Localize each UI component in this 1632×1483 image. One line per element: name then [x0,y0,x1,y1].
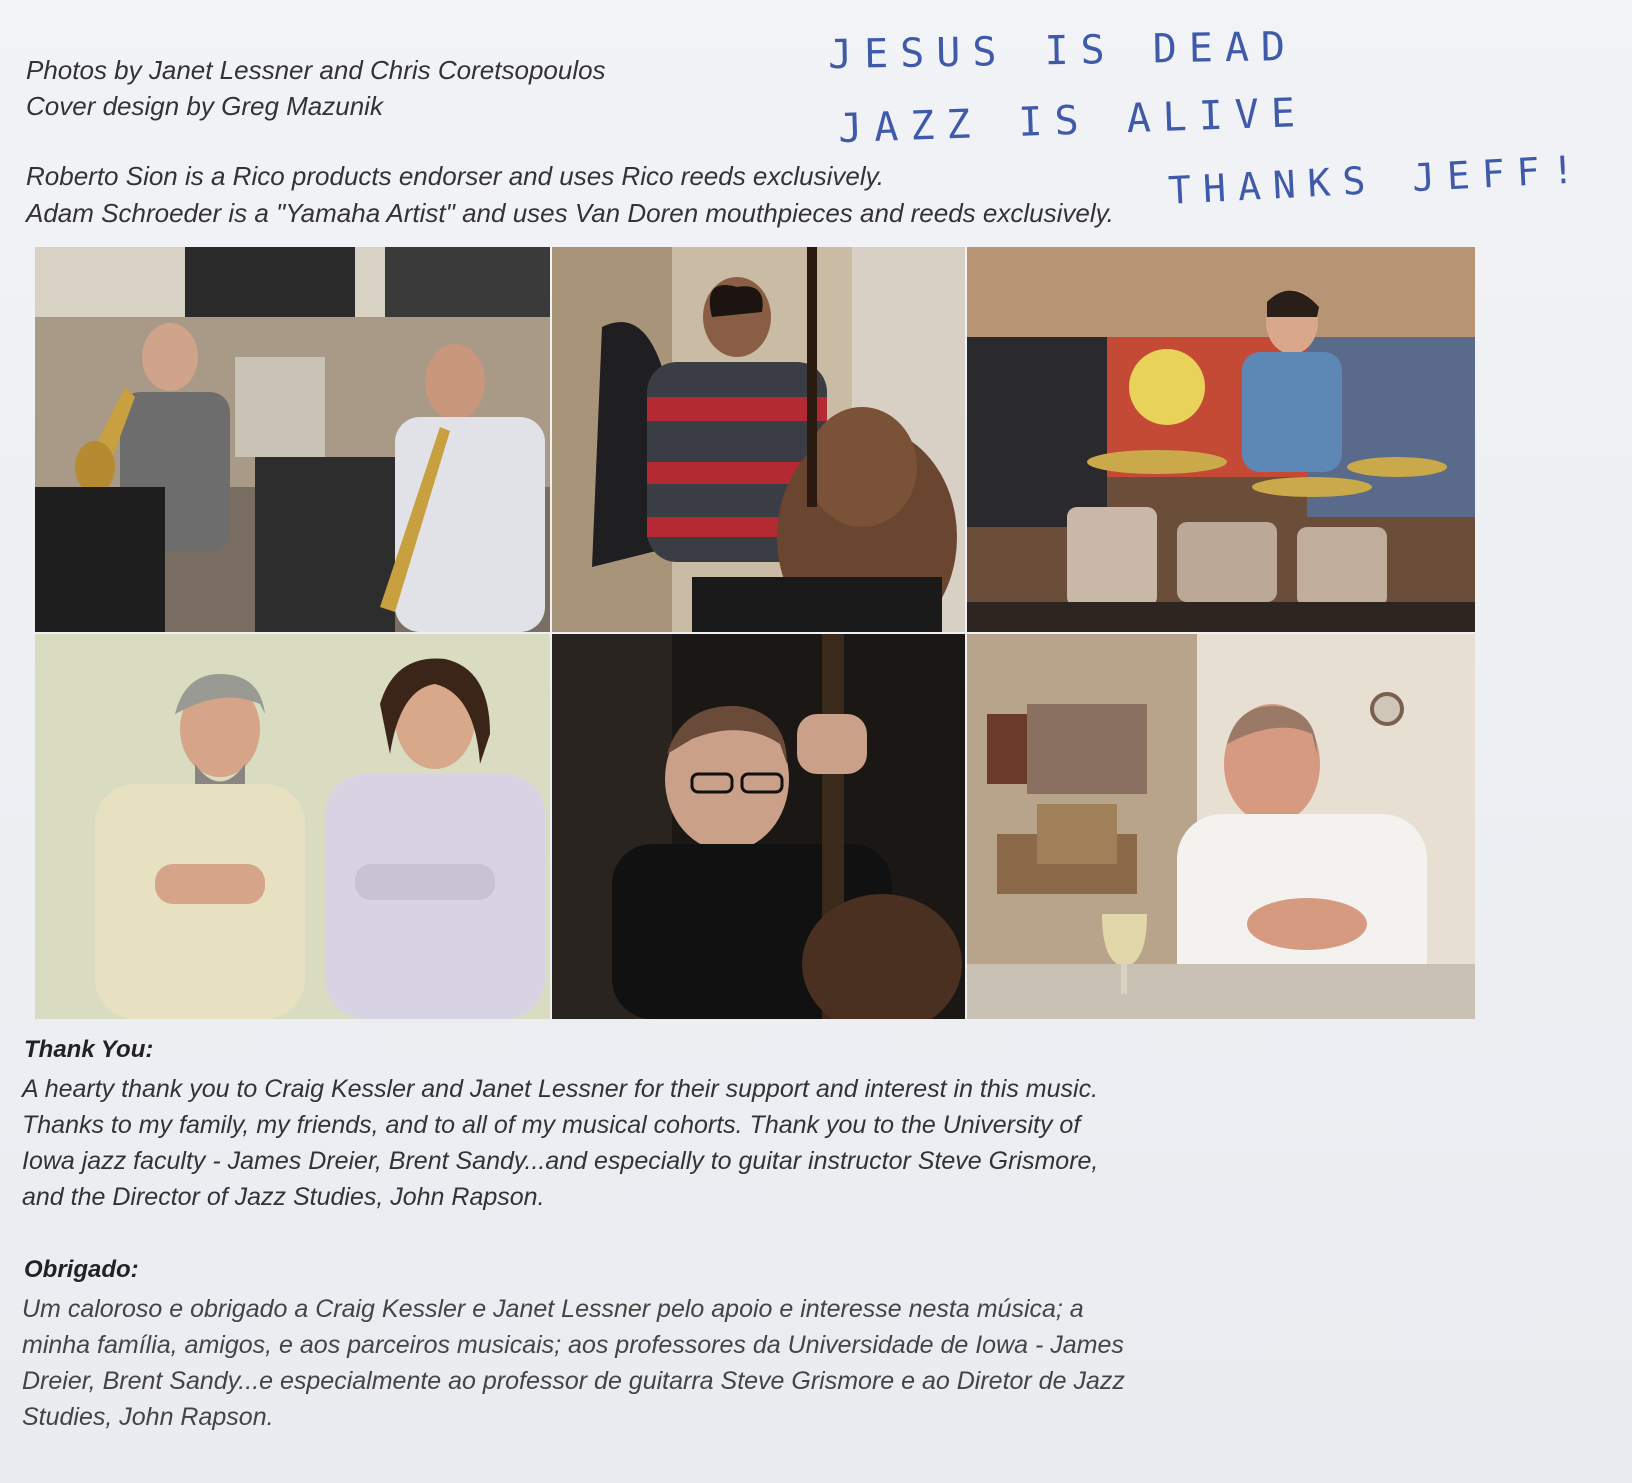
obrigado-line: Dreier, Brent Sandy...e especialmente ao professor de guitarra Steve Grismore e ao Diretor de Jazz [22,1367,1125,1395]
cover-credit: Cover design by Greg Mazunik [26,91,383,121]
photo-drummer [967,247,1475,632]
photos-credit: Photos by Janet Lessner and Chris Coretsopoulos [26,55,606,85]
photo-two-musicians [35,634,550,1019]
obrigado-line: minha família, amigos, e aos parceiros musicais; aos professores da Universidade de Iowa - James [22,1331,1124,1359]
endorsement-sion: Roberto Sion is a Rico products endorser and uses Rico reeds exclusively. [26,161,884,191]
endorsement-schroeder: Adam Schroeder is a "Yamaha Artist" and uses Van Doren mouthpieces and reeds exclusively. [26,198,1114,228]
photo-credits [26,52,606,124]
obrigado-line: Um caloroso e obrigado a Craig Kessler e Janet Lessner pelo apoio e interesse nesta música; a [22,1295,1084,1323]
obrigado-line: Studies, John Rapson. [22,1403,274,1431]
obrigado-text [22,1291,1582,1435]
thank-you-heading: Thank You: [24,1036,154,1063]
thank-you-line: Iowa jazz faculty - James Dreier, Brent Sandy...and especially to guitar instructor Steve Grismore, [22,1147,1099,1175]
handwritten-note-line3: THANKS JEFF! [1167,147,1588,213]
obrigado-heading: Obrigado: [24,1256,139,1283]
photo-bassist-studio [552,247,965,632]
endorsements [26,158,1114,232]
photo-bassist-glasses [552,634,965,1019]
photo-grid [35,247,1475,1019]
handwritten-note-line2: JAZZ IS ALIVE [837,89,1308,153]
thank-you-line: Thanks to my family, my friends, and to all of my musical cohorts. Thank you to the University of [22,1111,1081,1139]
handwritten-note-line1: JESUS IS DEAD [827,23,1298,79]
thank-you-line: and the Director of Jazz Studies, John Rapson. [22,1183,545,1211]
thank-you-text [22,1071,1582,1215]
thank-you-line: A hearty thank you to Craig Kessler and Janet Lessner for their support and interest in this music. [22,1075,1099,1103]
photo-man-at-table [967,634,1475,1019]
photo-saxophonists [35,247,550,632]
